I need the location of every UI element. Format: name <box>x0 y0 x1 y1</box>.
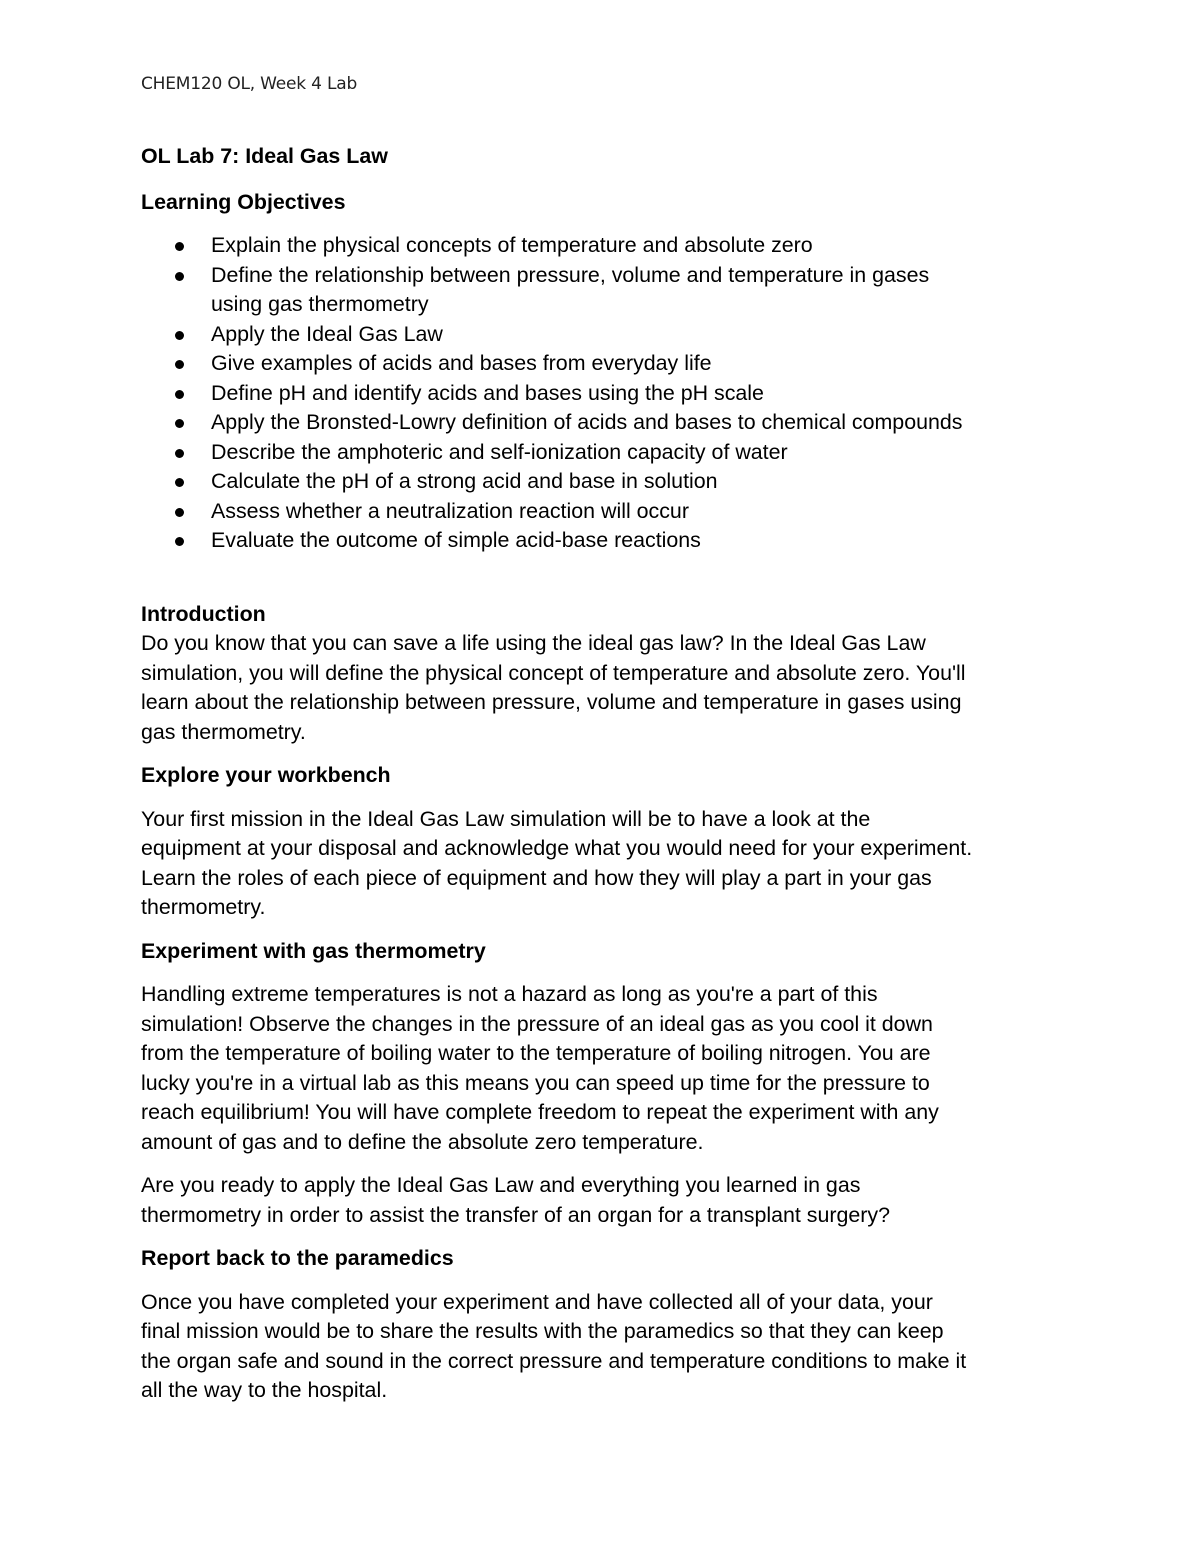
bullet-icon <box>175 508 184 517</box>
bullet-icon <box>175 331 184 340</box>
list-item: Apply the Ideal Gas Law <box>141 320 1081 350</box>
bullet-icon <box>175 449 184 458</box>
list-item: Calculate the pH of a strong acid and base in solution <box>141 467 1081 497</box>
experiment-heading: Experiment with gas thermometry <box>141 938 486 963</box>
bullet-icon <box>175 272 184 281</box>
introduction-paragraph: Do you know that you can save a life using the ideal gas law? In the Ideal Gas Law simulation, you will define the physical concept of temperature and absolute zero. You'll learn about the relationship between pressure, volume and temperature in gases using gas thermometry. <box>141 631 966 744</box>
list-item: Assess whether a neutralization reaction will occur <box>141 497 1081 527</box>
workbench-paragraph: Your first mission in the Ideal Gas Law simulation will be to have a look at the equipment at your disposal and acknowledge what you would need for your experiment. Learn the roles of each piece of equipment and how they will play a part in your gas thermometry. <box>141 806 973 919</box>
bullet-icon <box>175 478 184 487</box>
report-heading: Report back to the paramedics <box>141 1246 454 1270</box>
bullet-icon <box>175 419 184 428</box>
list-item: Define pH and identify acids and bases using the pH scale <box>141 379 1081 409</box>
list-item: Explain the physical concepts of temperature and absolute zero <box>141 231 1081 261</box>
list-item: Define the relationship between pressure, volume and temperature in gases using gas thermometry <box>141 261 1081 320</box>
list-item: Apply the Bronsted-Lowry definition of acids and bases to chemical compounds <box>141 408 1081 438</box>
list-item: Evaluate the outcome of simple acid-base reactions <box>141 526 1081 556</box>
lab-title: OL Lab 7: Ideal Gas Law <box>141 144 388 168</box>
introduction-heading: Introduction <box>141 601 266 626</box>
objectives-heading: Learning Objectives <box>141 189 346 214</box>
workbench-heading: Explore your workbench <box>141 763 391 787</box>
bullet-icon <box>175 360 184 369</box>
bullet-icon <box>175 242 184 251</box>
report-paragraph: Once you have completed your experiment and have collected all of your data, your final mission would be to share the results with the paramedics so that they can keep the organ safe and sound in the correct pressure and temperature conditions to make it all the way to the hospital. <box>141 1289 967 1402</box>
list-item: Give examples of acids and bases from everyday life <box>141 349 1081 379</box>
list-item: Describe the amphoteric and self-ionization capacity of water <box>141 438 1081 468</box>
experiment-question-paragraph: Are you ready to apply the Ideal Gas Law and everything you learned in gas thermometry in order to assist the transfer of an organ for a transplant surgery? <box>141 1173 891 1227</box>
bullet-icon <box>175 390 184 399</box>
document-body <box>141 142 1081 1406</box>
page-header: CHEM120 OL, Week 4 Lab <box>141 74 358 94</box>
experiment-paragraph: Handling extreme temperatures is not a hazard as long as you're a part of this simulation! Observe the changes in the pressure of an ideal gas as you cool it down from the temperature of boiling water to the temperature of boiling nitrogen. You are lucky you're in a virtual lab as this means you can speed up time for the pressure to reach equilibrium! You will have complete freedom to repeat the experiment with any amount of gas and to define the absolute zero temperature. <box>141 982 939 1154</box>
objectives-list <box>141 231 1081 556</box>
bullet-icon <box>175 537 184 546</box>
